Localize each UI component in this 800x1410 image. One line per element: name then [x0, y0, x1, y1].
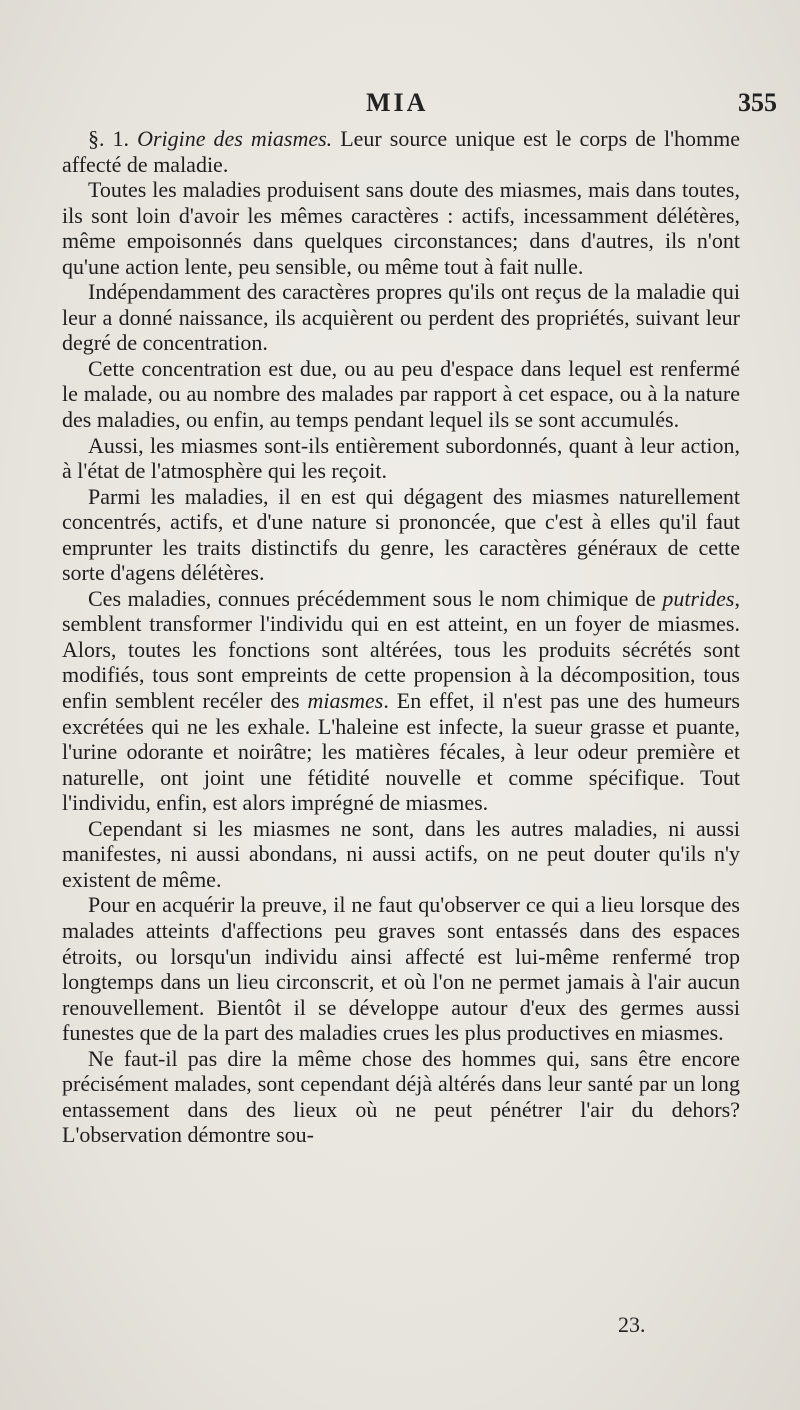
paragraph-text: Leur source unique est le corps de l'homme affecté de maladie. — [62, 126, 741, 177]
page-header — [0, 88, 800, 122]
section-title: Origine des miasmes. — [137, 126, 333, 151]
paragraph-9: Pour en acquérir la preuve, il ne faut qu'observer ce qui a lieu lorsque des malades atteints d'affections peu graves sont entassés dans des espaces étroits, ou lorsqu'un individu ainsi affecté est lui-même renfermé trop longtemps dans un lieu circonscrit, et où l'on ne permet jamais à l'air aucun renouvellement. Bientôt il se développe autour d'eux des germes aussi funestes que de la part des maladies crues les plus productives en miasmes. — [62, 892, 740, 1046]
running-head: MIA — [366, 88, 429, 117]
paragraph-6: Parmi les maladies, il en est qui dégagent des miasmes naturellement concentrés, actifs, et d'une nature si prononcée, que c'est à elles qu'il faut emprunter les traits distinctifs du genre, les caractères généraux de cette sorte d'agens délétères. — [62, 483, 740, 586]
paragraph-4: Cette concentration est due, ou au peu d'espace dans lequel est renfermé le malade, ou au nombre des malades par rapport à cet espace, ou à la nature des maladies, ou enfin, au temps pendant lequel ils se sont accumulés. — [62, 355, 740, 433]
paragraph-3: Indépendamment des caractères propres qu'ils ont reçus de la maladie qui leur a donné naissance, ils acquièrent ou perdent des propriétés, suivant leur degré de concentration. — [62, 279, 740, 356]
paragraph-5: Aussi, les miasmes sont-ils entièrement subordonnés, quant à leur action, à l'état de l'atmosphère qui les reçoit. — [62, 432, 740, 484]
section-number: §. 1. — [88, 126, 138, 151]
signature-mark: 23. — [618, 1312, 646, 1337]
paragraph-2: Toutes les maladies produisent sans doute des miasmes, mais dans toutes, ils sont loin d'avoir les mêmes caractères : actifs, incessamment délétères, même empoisonnés dans quelques circonstances; dans d'autres, ils n'ont qu'une action lente, peu sensible, ou même tout à fait nulle. — [62, 177, 740, 279]
paragraph-8: Cependant si les miasmes ne sont, dans les autres maladies, ni aussi manifestes, ni aussi abondans, ni aussi actifs, on ne peut douter qu'ils n'y existent de même. — [62, 815, 740, 892]
page-number: 355 — [738, 88, 777, 117]
paragraph-7: Ces maladies, connues précédemment sous le nom chimique de putrides, semblent transformer l'individu qui en est atteint, en un foyer de miasmes. Alors, toutes les fonctions sont altérées, tous les produits sécrétés sont modifiés, tous sont empreints de cette propension à la décomposition, tous enfin semblent recéler des miasmes. En effet, il n'est pas une des humeurs excrétées qui ne les exhale. L'haleine est infecte, la sueur grasse et puante, l'urine odorante et noirâtre; les matières fécales, à leur odeur première et naturelle, ont joint une fétidité nouvelle et comme spécifique. Tout l'individu, enfin, est alors imprégné de miasmes. — [62, 585, 740, 816]
paragraph-1 — [62, 126, 740, 177]
paragraph-10: Ne faut-il pas dire la même chose des hommes qui, sans être encore précisément malades, sont cependant déjà altérés dans leur santé par un long entassement dans des lieux où ne peut pénétrer l'air du dehors? L'observation démontre sou- — [62, 1045, 740, 1148]
body-text — [62, 126, 740, 1148]
